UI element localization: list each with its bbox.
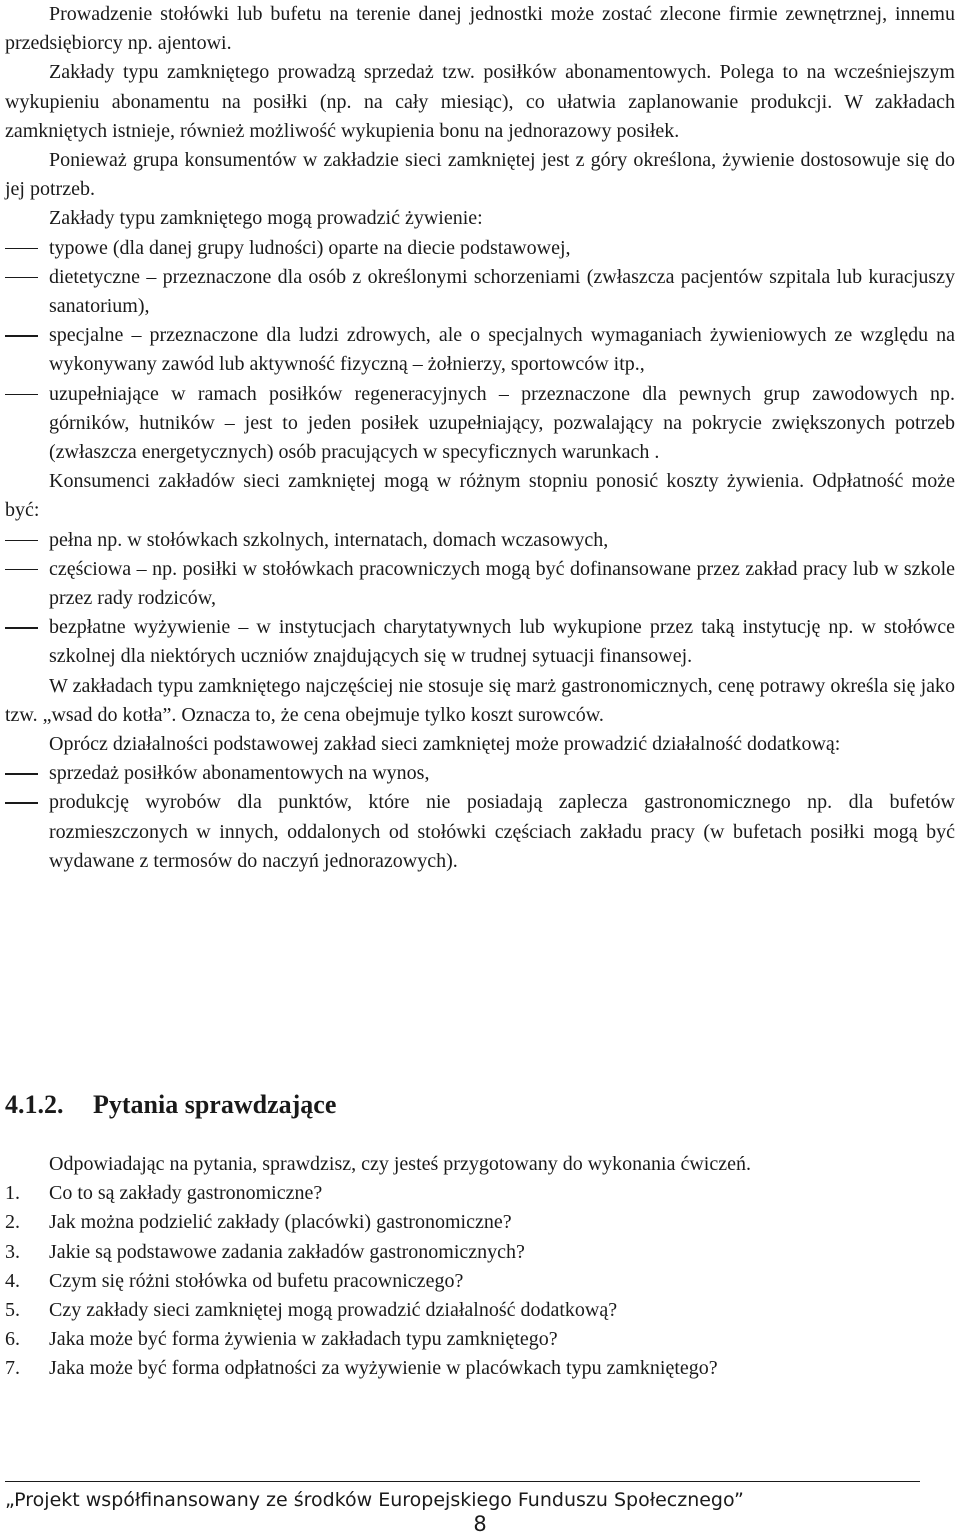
question-number: 2. [5,1211,20,1234]
question-item [5,1296,955,1325]
question-text: Jak można podzielić zakłady (placówki) gastronomiczne? [49,1211,512,1234]
paragraph: Zakłady typu zamkniętego prowadzą sprzedaż tzw. posiłków abonamentowych. Polega to na wcześniejszym wykupieniu abonamentu na posiłki (np. na cały miesiąc), co ułatwia zaplanowanie produkcji. W zakładach zamkniętych istnieje, również możliwość wykupienia bonu na jednorazowy posiłek. [5,61,955,142]
list-item-text: sprzedaż posiłków abonamentowych na wynos, [49,762,430,785]
list-item [5,526,955,555]
question-text: Jakie są podstawowe zadania zakładów gastronomicznych? [49,1240,525,1263]
payment-types-list [5,526,955,672]
list-item-text: częściowa – np. posiłki w stołówkach pracowniczych mogą być dofinansowane przez zakład pracy lub w szkole przez rady rodziców, [49,557,955,610]
body-text [5,0,955,876]
dash-bullet [5,627,38,629]
question-item [5,1354,955,1383]
list-item [5,234,955,263]
dash-bullet [5,773,38,775]
paragraph: W zakładach typu zamkniętego najczęściej nie stosuje się marż gastronomicznych, cenę potrawy określa się jako tzw. „wsad do kotła”. Oznacza to, że cena obejmuje tylko koszt surowców. [5,674,955,726]
questions-list [5,1179,955,1383]
paragraph: Konsumenci zakładów sieci zamkniętej mogą w różnym stopniu ponosić koszty żywienia. Odpłatność może być: [5,470,955,522]
list-item [5,380,955,468]
questions-intro: Odpowiadając na pytania, sprawdzisz, czy jesteś przygotowany do wykonania ćwiczeń. [49,1153,751,1175]
questions-section [5,1150,955,1384]
list-item-text: typowe (dla danej grupy ludności) oparte na diecie podstawowej, [49,236,571,259]
question-item [5,1179,955,1208]
question-text: Czym się różni stołówka od bufetu pracowniczego? [49,1269,464,1292]
feeding-types-list [5,234,955,468]
dash-bullet [5,248,38,250]
dash-bullet [5,277,38,279]
footer-divider [5,1481,920,1482]
list-item [5,759,955,788]
additional-activity-list [5,759,955,876]
list-item-text: dietetyczne – przeznaczone dla osób z określonymi schorzeniami (zwłaszcza pacjentów szpitala lub kuracjuszy sanatorium), [49,265,955,318]
list-item [5,555,955,613]
question-text: Jaka może być forma odpłatności za wyżywienie w placówkach typu zamkniętego? [49,1357,718,1380]
list-item-text: uzupełniające w ramach posiłków regeneracyjnych – przeznaczone dla pewnych grup zawodowych np. górników, hutników – jest to jeden posiłek uzupełniający, pozwalający na pokrycie zwiększonych potrzeb (zwłaszcza energetycznych) osób pracujących w specyficznych warunkach . [49,382,955,464]
list-item-text: produkcję wyrobów dla punktów, które nie posiadają zaplecza gastronomicznego np. dla bufetów rozmieszczonych w innych, oddalonych od stołówki częściach zakładu pracy (w bufetach posiłki mogą być wydawane z termosów do naczyń jednorazowych). [49,791,955,872]
list-item [5,263,955,321]
question-item [5,1267,955,1296]
question-item [5,1208,955,1237]
dash-bullet [5,569,38,571]
question-number: 1. [5,1182,20,1205]
dash-bullet [5,540,38,542]
dash-bullet [5,394,38,396]
list-item [5,321,955,379]
question-number: 5. [5,1299,20,1322]
paragraph: Ponieważ grupa konsumentów w zakładzie sieci zamkniętej jest z góry określona, żywienie dostosowuje się do jej potrzeb. [5,149,955,201]
question-number: 3. [5,1240,20,1263]
page-number: 8 [473,1512,487,1536]
paragraph: Zakłady typu zamkniętego mogą prowadzić żywienie: [49,207,483,230]
dash-bullet [5,802,38,804]
question-item [5,1325,955,1354]
section-heading [5,1089,955,1121]
list-item [5,788,955,876]
question-item [5,1238,955,1267]
list-item-text: pełna np. w stołówkach szkolnych, internatach, domach wczasowych, [49,528,609,551]
section-number: 4.1.2. [5,1090,64,1119]
dash-bullet [5,335,38,337]
section-title: Pytania sprawdzające [93,1090,337,1119]
question-text: Co to są zakłady gastronomiczne? [49,1182,323,1205]
paragraph: Oprócz działalności podstawowej zakład sieci zamkniętej może prowadzić działalność dodatkową: [49,733,841,756]
question-number: 7. [5,1357,20,1380]
question-text: Czy zakłady sieci zamkniętej mogą prowadzić działalność dodatkową? [49,1299,618,1322]
list-item [5,613,955,671]
list-item-text: bezpłatne wyżywienie – w instytucjach charytatywnych lub wykupione przez taką instytucję np. w stołówce szkolnej dla niektórych uczniów znajdujących się w trudnej sytuacji finansowej. [49,616,955,668]
question-text: Jaka może być forma żywienia w zakładach typu zamkniętego? [49,1328,558,1351]
question-number: 4. [5,1269,20,1292]
paragraph: Prowadzenie stołówki lub bufetu na terenie danej jednostki może zostać zlecone firmie zewnętrznej, innemu przedsiębiorcy np. ajentowi. [5,3,955,55]
question-number: 6. [5,1328,20,1351]
list-item-text: specjalne – przeznaczone dla ludzi zdrowych, ale o specjalnych wymaganiach żywieniowych ze względu na wykonywany zawód lub aktywność fizyczną – żołnierzy, sportowców itp., [49,324,955,376]
footer-project-note: „Projekt współfinansowany ze środków Europejskiego Funduszu Społecznego” [5,1489,744,1511]
